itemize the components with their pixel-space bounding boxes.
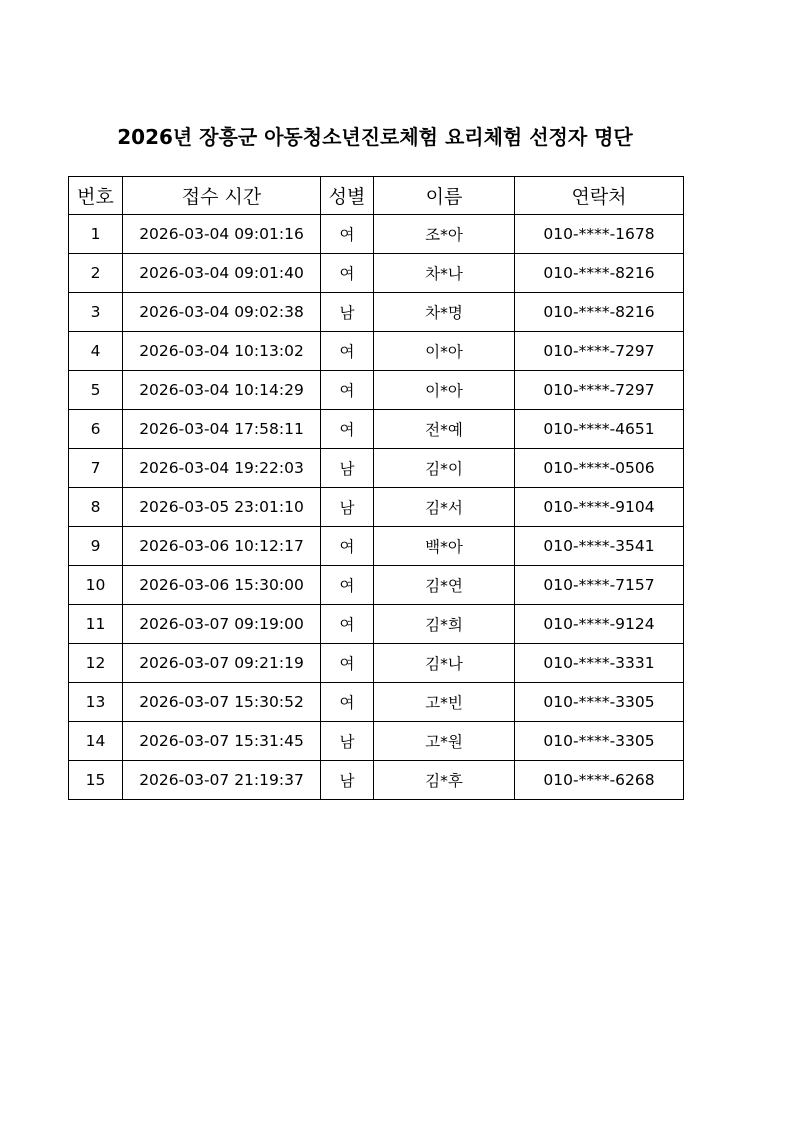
cell-contact: 010-****-4651 [515,410,684,449]
header-contact: 연락처 [515,177,684,215]
cell-gender: 여 [321,566,374,605]
header-received-time: 접수 시간 [123,177,321,215]
table-row [69,254,684,293]
cell-received-time: 2026-03-07 09:21:19 [123,644,321,683]
cell-number: 7 [69,449,123,488]
cell-number: 5 [69,371,123,410]
cell-number: 4 [69,332,123,371]
cell-contact: 010-****-6268 [515,761,684,800]
table-row [69,488,684,527]
table-header-row [69,177,684,215]
cell-gender: 여 [321,527,374,566]
selected-list-table [68,176,684,800]
cell-gender: 여 [321,683,374,722]
cell-gender: 남 [321,722,374,761]
cell-received-time: 2026-03-04 09:02:38 [123,293,321,332]
cell-received-time: 2026-03-04 19:22:03 [123,449,321,488]
table-row [69,566,684,605]
cell-gender: 남 [321,488,374,527]
table-row [69,644,684,683]
cell-received-time: 2026-03-07 21:19:37 [123,761,321,800]
cell-gender: 남 [321,449,374,488]
cell-gender: 여 [321,605,374,644]
cell-contact: 010-****-1678 [515,215,684,254]
cell-contact: 010-****-0506 [515,449,684,488]
cell-number: 13 [69,683,123,722]
cell-name: 김*희 [374,605,515,644]
cell-received-time: 2026-03-04 09:01:40 [123,254,321,293]
cell-contact: 010-****-8216 [515,254,684,293]
cell-name: 이*아 [374,332,515,371]
table-row [69,605,684,644]
cell-received-time: 2026-03-07 15:30:52 [123,683,321,722]
cell-contact: 010-****-8216 [515,293,684,332]
table-row [69,332,684,371]
table-row [69,371,684,410]
cell-number: 1 [69,215,123,254]
cell-name: 조*아 [374,215,515,254]
table-row [69,527,684,566]
cell-contact: 010-****-3541 [515,527,684,566]
table-row [69,683,684,722]
cell-received-time: 2026-03-04 17:58:11 [123,410,321,449]
cell-name: 고*빈 [374,683,515,722]
cell-name: 차*명 [374,293,515,332]
cell-name: 김*후 [374,761,515,800]
cell-name: 전*예 [374,410,515,449]
table-row [69,215,684,254]
cell-received-time: 2026-03-06 15:30:00 [123,566,321,605]
cell-received-time: 2026-03-04 10:14:29 [123,371,321,410]
cell-gender: 여 [321,371,374,410]
cell-gender: 남 [321,761,374,800]
table-row [69,449,684,488]
cell-received-time: 2026-03-07 15:31:45 [123,722,321,761]
cell-contact: 010-****-7157 [515,566,684,605]
cell-name: 고*원 [374,722,515,761]
cell-gender: 여 [321,410,374,449]
cell-contact: 010-****-7297 [515,371,684,410]
cell-name: 백*아 [374,527,515,566]
cell-number: 9 [69,527,123,566]
table-row [69,761,684,800]
header-number: 번호 [69,177,123,215]
cell-number: 8 [69,488,123,527]
cell-received-time: 2026-03-04 09:01:16 [123,215,321,254]
cell-number: 11 [69,605,123,644]
cell-received-time: 2026-03-05 23:01:10 [123,488,321,527]
header-name: 이름 [374,177,515,215]
table-body [69,215,684,800]
cell-name: 김*이 [374,449,515,488]
cell-contact: 010-****-3331 [515,644,684,683]
cell-contact: 010-****-7297 [515,332,684,371]
cell-contact: 010-****-9124 [515,605,684,644]
cell-number: 3 [69,293,123,332]
table-row [69,410,684,449]
cell-name: 이*아 [374,371,515,410]
header-gender: 성별 [321,177,374,215]
table-row [69,722,684,761]
cell-number: 10 [69,566,123,605]
document-title: 2026년 장흥군 아동청소년진로체험 요리체험 선정자 명단 [117,125,633,149]
cell-gender: 여 [321,644,374,683]
cell-gender: 남 [321,293,374,332]
table-row [69,293,684,332]
cell-received-time: 2026-03-07 09:19:00 [123,605,321,644]
cell-contact: 010-****-3305 [515,683,684,722]
cell-number: 6 [69,410,123,449]
cell-contact: 010-****-3305 [515,722,684,761]
cell-received-time: 2026-03-06 10:12:17 [123,527,321,566]
cell-name: 김*나 [374,644,515,683]
cell-gender: 여 [321,215,374,254]
cell-name: 김*서 [374,488,515,527]
cell-number: 15 [69,761,123,800]
cell-gender: 여 [321,254,374,293]
cell-gender: 여 [321,332,374,371]
cell-number: 14 [69,722,123,761]
cell-name: 김*연 [374,566,515,605]
cell-contact: 010-****-9104 [515,488,684,527]
cell-number: 12 [69,644,123,683]
cell-received-time: 2026-03-04 10:13:02 [123,332,321,371]
cell-name: 차*나 [374,254,515,293]
cell-number: 2 [69,254,123,293]
